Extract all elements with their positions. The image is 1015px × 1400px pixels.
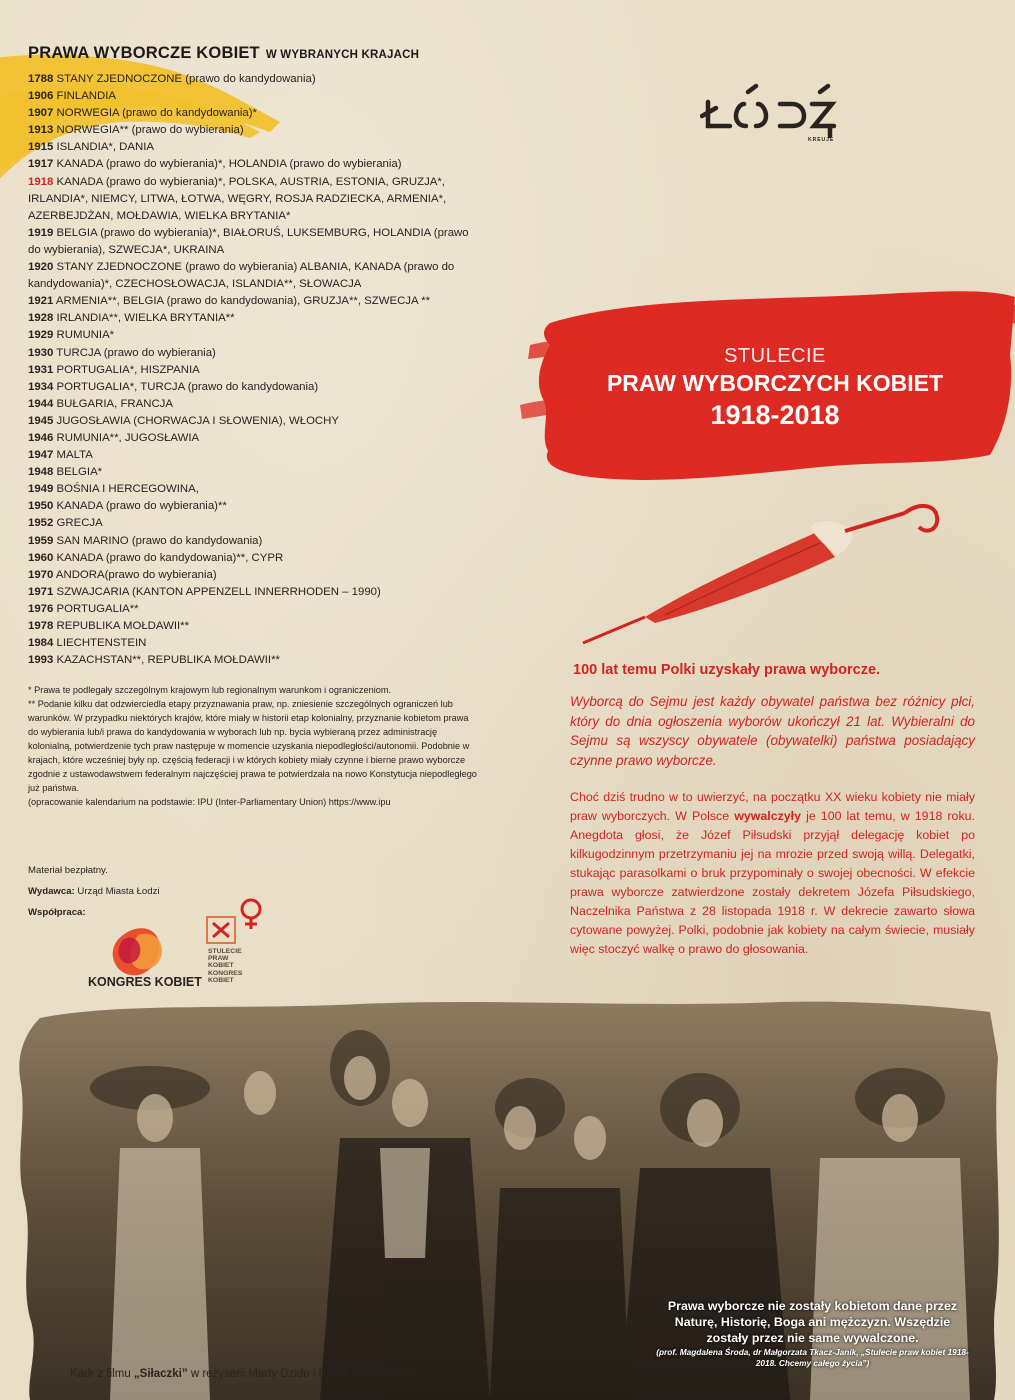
footnote-source: (opracowanie kalendarium na podstawie: IPU (Inter-Parliamentary Union) https://www.ipu xyxy=(28,797,391,807)
timeline-entry xyxy=(28,601,478,618)
timeline-entry xyxy=(28,498,478,515)
title-years: 1918-2018 xyxy=(710,400,840,430)
timeline-entry xyxy=(28,345,478,362)
timeline-year: 1919 xyxy=(28,226,54,239)
timeline-year: 1959 xyxy=(28,534,54,547)
timeline-countries: IRLANDIA**, WIELKA BRYTANIA** xyxy=(53,312,235,325)
timeline-entry xyxy=(28,156,478,173)
timeline-entry xyxy=(28,174,478,225)
timeline-year: 1952 xyxy=(28,517,54,530)
timeline-entry xyxy=(28,396,478,413)
timeline-countries: STANY ZJEDNOCZONE (prawo do kandydowania) xyxy=(53,73,316,85)
timeline-year: 1934 xyxy=(28,380,54,393)
timeline-year: 1945 xyxy=(28,414,54,427)
timeline-heading xyxy=(28,44,478,63)
stulecie-logo-line: STULECIE xyxy=(208,948,242,955)
photo-caption-suffix: w reżyserii Marty Dzido i Piotra Śliwowskiego xyxy=(187,1368,421,1380)
timeline-year: 1950 xyxy=(28,500,54,513)
timeline-countries: MALTA xyxy=(53,449,93,462)
timeline-entry xyxy=(28,635,478,652)
timeline-entry xyxy=(28,584,478,601)
timeline-year: 1970 xyxy=(28,568,54,581)
timeline-countries: JUGOSŁAWIA (CHORWACJA I SŁOWENIA), WŁOCHY xyxy=(53,414,339,427)
timeline-title: PRAWA WYBORCZE KOBIET xyxy=(28,44,260,62)
timeline-countries: SZWAJCARIA (KANTON APPENZELL INNERRHODEN – 1990) xyxy=(53,585,381,598)
publisher-name: Urząd Miasta Łodzi xyxy=(74,886,160,897)
timeline-countries: TURCJA (prawo do wybierania) xyxy=(53,346,216,359)
timeline-year: 1944 xyxy=(28,397,54,410)
timeline-countries: REPUBLIKA MOŁDAWII** xyxy=(53,620,190,632)
timeline-countries: SAN MARINO (prawo do kandydowania) xyxy=(53,534,263,547)
timeline-year: 1946 xyxy=(28,431,54,444)
timeline-year: 1918 xyxy=(28,175,54,188)
footnote-single-star: * Prawa te podlegały szczególnym krajowym lub regionalnym warunkom i ograniczeniom. xyxy=(28,685,392,695)
credits xyxy=(28,860,160,923)
timeline-list xyxy=(28,71,478,669)
timeline-year: 1920 xyxy=(28,261,54,274)
timeline-year: 1993 xyxy=(28,654,54,667)
timeline-year: 1906 xyxy=(28,90,54,103)
timeline-year: 1984 xyxy=(28,637,54,650)
timeline-countries: KAZACHSTAN**, REPUBLIKA MOŁDAWII** xyxy=(53,654,280,667)
photo-caption xyxy=(70,1368,421,1380)
footnote-double-star: ** Podanie kilku dat odzwierciedla etapy przyznawania praw, np. zniesienie szczególnych ograniczeń lub warunków. W przypadku niektórych krajów, które miały w historii etap kolonialny, przyznanie kobietom prawa do wybierania lub/i prawa do kandydowania w wyborach lub np. bycia wybieraną przez administrację kolonialną, potwierdzenie tych praw następuje w momencie uzyskania niepodległości/autonomii. Podobnie w krajach, które wcześniej były np. częścią federacji i w których kobiety miały czynne i bierne prawo wyborcze zgodnie z ustawodawstwem federalnym najczęściej prawa te potwierdzała na nowo Konstytucja niepodległego już państwa. xyxy=(28,699,477,793)
timeline-countries: ARMENIA**, BELGIA (prawo do kandydowania), GRUZJA**, SZWECJA ** xyxy=(53,295,431,308)
timeline-year: 1930 xyxy=(28,346,54,359)
timeline-countries: ANDORA(prawo do wybierania) xyxy=(53,568,217,581)
timeline-year: 1915 xyxy=(28,141,54,154)
timeline-countries: PORTUGALIA** xyxy=(53,602,139,615)
timeline-entry xyxy=(28,652,478,669)
stulecie-logo-text xyxy=(208,948,242,984)
photo-quote-text: Prawa wyborcze nie zostały kobietom dane przez Naturę, Historię, Boga ani mężczyzn. Wszędzie zostały przez nie same wywalczone. xyxy=(667,1299,958,1345)
timeline-subtitle: W WYBRANYCH KRAJACH xyxy=(265,49,420,61)
timeline-countries: ISLANDIA*, DANIA xyxy=(53,141,154,154)
timeline-entry xyxy=(28,618,478,635)
timeline-year: 1917 xyxy=(28,158,54,171)
timeline-entry xyxy=(28,139,478,156)
article-body-bold: wywalczyły xyxy=(734,809,802,823)
article-lead: 100 lat temu Polki uzyskały prawa wyborcze. xyxy=(573,662,881,678)
timeline-countries: PORTUGALIA*, HISZPANIA xyxy=(53,363,200,376)
publisher-line xyxy=(28,881,160,902)
umbrella-icon xyxy=(565,495,995,655)
timeline-countries: BOŚNIA I HERCEGOWINA, xyxy=(53,483,199,496)
timeline-countries: KANADA (prawo do wybierania)*, HOLANDIA (prawo do wybierania) xyxy=(53,158,402,171)
timeline-countries: PORTUGALIA*, TURCJA (prawo do kandydowania) xyxy=(53,380,319,393)
title-main: PRAW WYBORCZYCH KOBIET xyxy=(606,370,944,396)
timeline-entry xyxy=(28,122,478,139)
timeline-year: 1971 xyxy=(28,585,54,598)
article-body xyxy=(570,788,975,959)
timeline-countries: STANY ZJEDNOCZONE (prawo do wybierania) ALBANIA, KANADA (prawo do kandydowania)*, CZECHOSŁOWACJA, ISLANDIA**, SŁOWACJA xyxy=(28,261,455,291)
timeline-countries: BELGIA* xyxy=(53,466,103,479)
timeline-year: 1978 xyxy=(28,620,54,632)
timeline-entry xyxy=(28,430,478,447)
timeline-year: 1960 xyxy=(28,551,54,564)
timeline-countries: GRECJA xyxy=(53,517,103,530)
timeline-entry xyxy=(28,225,478,259)
timeline-year: 1931 xyxy=(28,363,54,376)
photo-quote xyxy=(655,1298,970,1369)
kongres-kobiet-label: KONGRES KOBIET xyxy=(88,975,202,989)
timeline-countries: BELGIA (prawo do wybierania)*, BIAŁORUŚ, LUKSEMBURG, HOLANDIA (prawo do wybierania), SZWECJA*, UKRAINA xyxy=(28,226,469,256)
free-material-note: Materiał bezpłatny. xyxy=(28,865,108,876)
photo-quote-source: (prof. Magdalena Środa, dr Małgorzata Tkacz-Janik, „Stulecie praw kobiet 1918-2018. Chcemy całego życia”) xyxy=(656,1347,969,1368)
photo-caption-prefix: Kadr z filmu xyxy=(70,1368,134,1380)
timeline-countries: KANADA (prawo do kandydowania)**, CYPR xyxy=(53,551,284,564)
timeline-countries: BUŁGARIA, FRANCJA xyxy=(53,397,173,410)
timeline-year: 1788 xyxy=(28,73,54,85)
timeline-year: 1947 xyxy=(28,449,54,462)
timeline-year: 1976 xyxy=(28,602,54,615)
timeline-countries: KANADA (prawo do wybierania)*, POLSKA, AUSTRIA, ESTONIA, GRUZJA*, IRLANDIA*, NIEMCY, LITWA, ŁOTWA, WĘGRY, ROSJA RADZIECKA, ARMENIA*, AZERBEJDŻAN, MOŁDAWIA, WIELKA BRYTANIA* xyxy=(28,175,447,222)
timeline-entry xyxy=(28,88,478,105)
stulecie-logo-line: PRAW xyxy=(208,955,229,963)
publisher-label: Wydawca: xyxy=(28,886,75,897)
timeline-entry xyxy=(28,515,478,532)
timeline-entry xyxy=(28,413,478,430)
timeline-countries: RUMUNIA* xyxy=(53,329,115,342)
timeline-entry xyxy=(28,259,478,293)
timeline-entry xyxy=(28,533,478,550)
decree-quote: Wyborcą do Sejmu jest każdy obywatel państwa bez różnicy płci, który do dnia ogłoszenia wyborów ukończył 21 lat. Wybieralni do Sejmu są wszyscy obywatele (obywatelki) państwa posiadający czynne prawo wyborcze. xyxy=(570,694,975,768)
stulecie-logo-line: KOBIET xyxy=(208,976,234,984)
lodz-logo-tagline: KREUJE xyxy=(808,137,835,143)
timeline-countries: NORWEGIA (prawo do kandydowania)* xyxy=(53,107,257,120)
timeline-entry xyxy=(28,379,478,396)
timeline-year: 1907 xyxy=(28,107,54,120)
timeline-year: 1929 xyxy=(28,329,54,342)
article-body-part2: je 100 lat temu, w 1918 roku. Anegdota głosi, że Józef Piłsudski przyjął delegację kobiet po kilkugodzinnym przetrzymaniu jej na mrozie przed swoją willą. Delegatki, stukając parasolkami o bruk przypominały o swojej obecności. W efekcie prawa wyborcze zatwierdzone zostały dekretem Józefa Piłsudskiego, Naczelnika Państwa z 28 listopada 1918 r. W dekrecie zawarto słowa cytowane powyżej. Polki, podobnie jak kobiety na całym świecie, musiały więc stoczyć walkę o prawo do głosowania. xyxy=(570,809,975,956)
timeline-entry xyxy=(28,464,478,481)
timeline-countries: LIECHTENSTEIN xyxy=(53,637,147,650)
cooperation-line xyxy=(28,902,160,923)
timeline-entry xyxy=(28,310,478,327)
timeline-entry xyxy=(28,105,478,122)
timeline-entry xyxy=(28,327,478,344)
photo-caption-film: „Siłaczki” xyxy=(133,1368,188,1380)
timeline-year: 1948 xyxy=(28,466,54,479)
main-title-block xyxy=(560,345,990,432)
timeline-entry xyxy=(28,567,478,584)
timeline-countries: RUMUNIA**, JUGOSŁAWIA xyxy=(53,431,200,444)
timeline-year: 1949 xyxy=(28,483,54,496)
stulecie-logo-line: KOBIET xyxy=(208,962,234,970)
timeline-entry xyxy=(28,447,478,464)
timeline-countries: NORWEGIA** (prawo do wybierania) xyxy=(53,124,244,137)
stulecie-logo-line: KONGRES xyxy=(208,969,243,977)
lodz-city-logo-icon xyxy=(700,82,845,142)
cooperation-label: Współpraca: xyxy=(28,907,86,918)
title-stulecie: STULECIE xyxy=(724,345,826,367)
timeline-year: 1921 xyxy=(28,295,54,308)
article-body-part1: Choć dziś trudno w to uwierzyć, na początku XX wieku kobiety nie miały praw wyborczych. W Polsce xyxy=(570,790,975,823)
timeline-countries: FINLANDIA xyxy=(53,90,117,103)
timeline-entry xyxy=(28,71,478,88)
timeline-year: 1913 xyxy=(28,124,54,137)
timeline-entry xyxy=(28,362,478,379)
timeline-section xyxy=(28,44,478,669)
timeline-countries: KANADA (prawo do wybierania)** xyxy=(53,500,227,513)
timeline-entry xyxy=(28,293,478,310)
timeline-year: 1928 xyxy=(28,312,54,325)
footnotes xyxy=(28,683,478,809)
timeline-entry xyxy=(28,550,478,567)
timeline-entry xyxy=(28,481,478,498)
